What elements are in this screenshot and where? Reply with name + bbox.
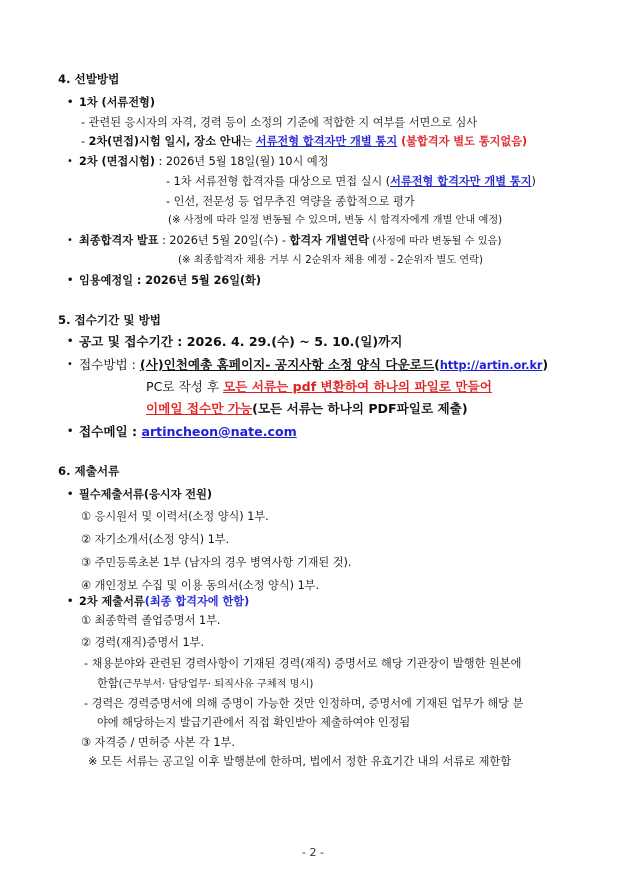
first-round-heading: • 1차 (서류전형) (79, 96, 155, 110)
required-doc-1: ① 응시원서 및 이력서(소정 양식) 1부. (81, 510, 269, 523)
second-round-line-2: - 인선, 전문성 등 업무추진 역량을 종합적으로 평가 (166, 195, 415, 208)
second-round-heading: • 2차 (면접시험) : 2026년 5월 18일(월) 10시 예정 (79, 155, 329, 169)
page-number: - 2 - (302, 846, 324, 859)
pdf-instruction: PC로 작성 후 모든 서류는 pdf 변환하여 하나의 파일로 만들어 (146, 379, 492, 394)
section-4-title: 4. 선발방법 (58, 72, 120, 86)
required-docs-heading: • 필수제출서류(응시자 전원) (79, 488, 212, 502)
homepage-link[interactable]: http://artin.or.kr (439, 359, 543, 372)
second-round-line-1: - 1차 서류전형 합격자를 대상으로 면접 실시 (서류전형 합격자만 개별 통지) (166, 175, 536, 188)
career-note-2-line-1: - 경력은 경력증명서에 의해 증명이 가능한 것만 인정하며, 증명서에 기재된 업무가 해당 분 (84, 697, 524, 710)
second-round-line-3: (※ 사정에 따라 일정 변동될 수 있으며, 변동 시 합격자에게 개별 안내 예정) (168, 215, 503, 226)
career-note-2-line-2: 야에 해당하는지 발급기관에서 직접 확인받아 제출하여야 인정됨 (97, 716, 411, 729)
second-doc-3: ③ 자격증 / 면허증 사본 각 1부. (81, 736, 235, 749)
email-link[interactable]: artincheon@nate.com (141, 424, 297, 439)
second-docs-heading: • 2차 제출서류(최종 합격자에 한함) (79, 595, 249, 609)
first-round-line-1: - 관련된 응시자의 자격, 경력 등이 소정의 기준에 적합한 지 여부를 서면으로 심사 (81, 116, 478, 129)
application-email: • 접수메일 : artincheon@nate.com (79, 425, 297, 439)
final-announce: • 최종합격자 발표 : 2026년 5월 20일(수) - 합격자 개별연락 (사정에 따라 변동될 수 있음) (79, 234, 501, 249)
appointment-date: • 임용예정일 : 2026년 5월 26일(화) (79, 274, 261, 288)
career-note-1-line-2: 한함(근무부서· 담당업무· 퇴직사유 구체적 명시) (97, 677, 314, 690)
application-period: • 공고 및 접수기간 : 2026. 4. 29.(수) ~ 5. 10.(일)까지 (79, 335, 402, 349)
notice-no-fail: (불합격자 별도 통지없음) (397, 135, 528, 148)
validity-note: ※ 모든 서류는 공고일 이후 발행분에 한하며, 법에서 정한 유효기간 내의 서류로 제한함 (88, 755, 512, 768)
second-doc-1: ① 최종학력 졸업증명서 1부. (81, 614, 221, 627)
section-5-title: 5. 접수기간 및 방법 (58, 313, 161, 327)
required-doc-4: ④ 개인정보 수집 및 이용 동의서(소정 양식) 1부. (81, 579, 320, 592)
application-method: • 접수방법 : (사)인천예총 홈페이지- 공지사항 소정 양식 다운로드(http://artin.or.kr) (79, 358, 548, 373)
required-doc-3: ③ 주민등록초본 1부 (남자의 경우 병역사항 기재된 것). (81, 556, 352, 569)
required-doc-2: ② 자기소개서(소정 양식) 1부. (81, 533, 230, 546)
notice-pass-only: 서류전형 합격자만 개별 통지 (255, 135, 398, 148)
email-only-instruction: 이메일 접수만 가능(모든 서류는 하나의 PDF파일로 제출) (146, 401, 468, 416)
section-6-title: 6. 제출서류 (58, 464, 120, 478)
notice-pass-only-2: 서류전형 합격자만 개별 통지 (390, 175, 532, 188)
career-note-1-line-1: - 채용분야와 관련된 경력사항이 기재된 경력(재직) 증명서로 해당 기관장이 발행한 원본에 (84, 657, 522, 670)
second-doc-2: ② 경력(재직)증명서 1부. (81, 636, 205, 649)
final-announce-note: (※ 최종합격자 채용 거부 시 2순위자 채용 예정 - 2순위자 별도 연락) (178, 255, 483, 266)
first-round-line-2: - 2차(면접)시험 일시, 장소 안내는 서류전형 합격자만 개별 통지 (불합격자 별도 통지없음) (81, 135, 528, 148)
